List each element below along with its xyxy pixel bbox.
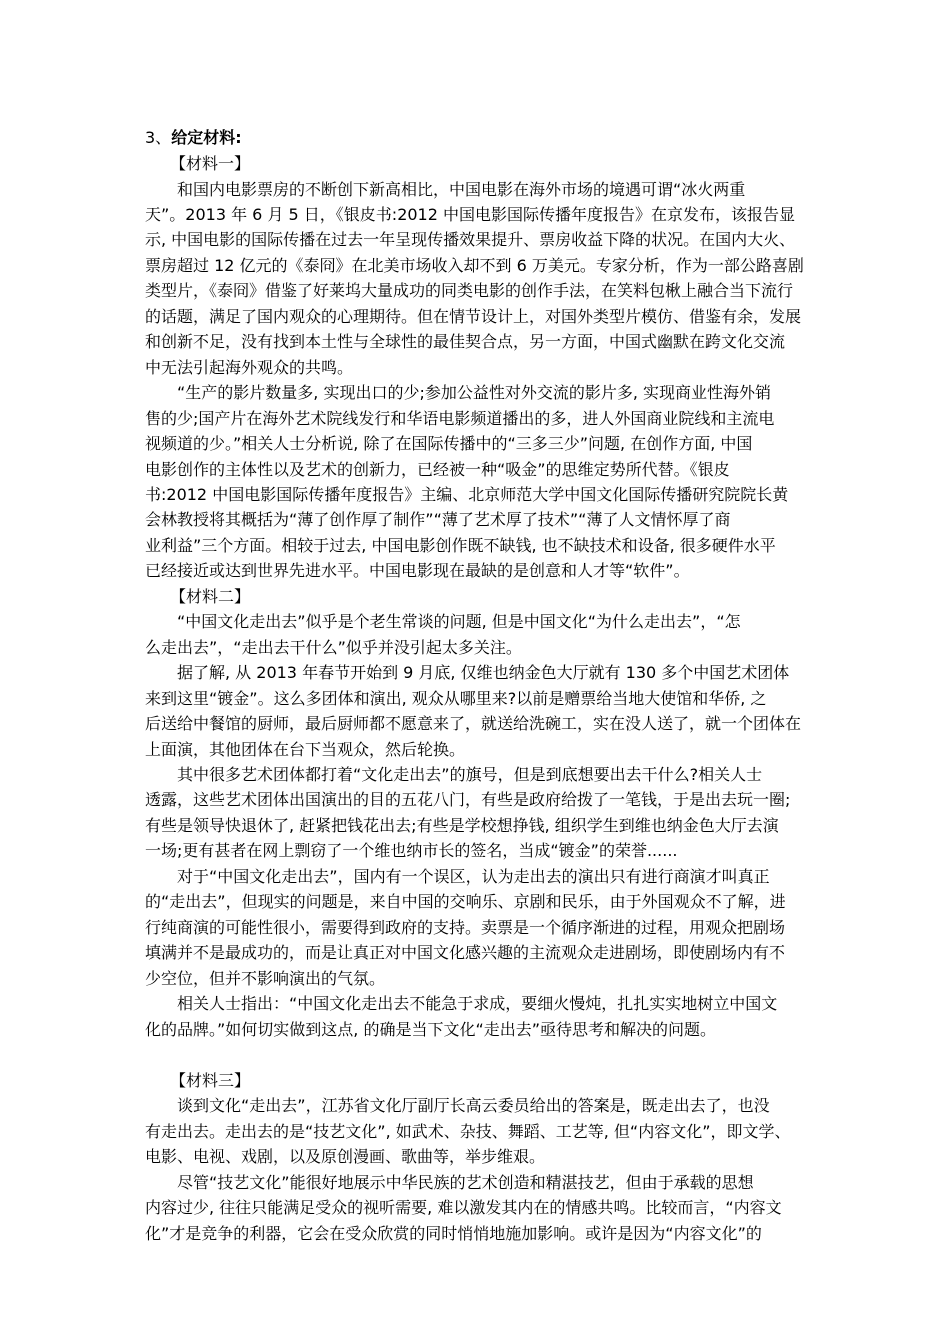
material-three-heading: 【材料三】 [170, 1071, 251, 1090]
paragraph-line: 谈到文化“走出去”，江苏省文化厅副厅长高云委员给出的答案是，既走出去了，也没 [177, 1096, 770, 1115]
paragraph-line: 中无法引起海外观众的共鸣。 [145, 358, 354, 377]
paragraph-line: 内容过少, 往往只能满足受众的视听需要, 难以激发其内在的情感共鸣。比较而言，“内容文 [145, 1198, 782, 1217]
paragraph-line: 其中很多艺术团体都打着“文化走出去”的旗号，但是到底想要出去干什么?相关人士 [177, 765, 763, 784]
paragraph-line: “生产的影片数量多, 实现出口的少;参加公益性对外交流的影片多, 实现商业性海外销 [177, 383, 772, 402]
paragraph-line: 化的品牌。”如何切实做到这点, 的确是当下文化“走出去”亟待思考和解决的问题。 [145, 1020, 717, 1039]
paragraph-line: 对于“中国文化走出去”，国内有一个误区，认为走出去的演出只有进行商演才叫真正 [177, 867, 770, 886]
paragraph-line: 示, 中国电影的国际传播在过去一年呈现传播效果提升、票房收益下降的状况。在国内大火、 [145, 230, 796, 249]
paragraph-line: 填满并不是最成功的，而是让真正对中国文化感兴趣的主流观众走进剧场，即使剧场内有不 [145, 943, 786, 962]
paragraph-line: 一场;更有甚者在网上剽窃了一个维也纳市长的签名，当成“镀金”的荣誉...... [145, 841, 678, 860]
paragraph-line: 电影、电视、戏剧，以及原创漫画、歌曲等，举步维艰。 [145, 1147, 546, 1166]
paragraph-line: 业利益”三个方面。相较于过去, 中国电影创作既不缺钱, 也不缺技术和设备, 很多硬件水平 [145, 536, 776, 555]
paragraph-line: 么走出去”，“走出去干什么”似乎并没引起太多关注。 [145, 638, 522, 657]
paragraph-line: 已经接近或达到世界先进水平。中国电影现在最缺的是创意和人才等“软件”。 [145, 561, 690, 580]
paragraph-line: 会林教授将其概括为“薄了创作厚了制作”“薄了艺术厚了技术”“薄了人文情怀厚了商 [145, 510, 731, 529]
paragraph-line: 透露，这些艺术团体出国演出的目的五花八门，有些是政府给拨了一笔钱，于是出去玩一圈; [145, 790, 791, 809]
paragraph-line: 行纯商演的可能性很小，需要得到政府的支持。卖票是一个循序渐进的过程，用观众把剧场 [145, 918, 786, 937]
paragraph-line: 票房超过 12 亿元的《泰冏》在北美市场收入却不到 6 万美元。专家分析，作为一部公路喜剧 [145, 256, 804, 275]
paragraph-line: 的“走出去”，但现实的问题是，来自中国的交响乐、京剧和民乐，由于外国观众不了解，进 [145, 892, 786, 911]
paragraph-line: 天”。2013 年 6 月 5 日，《银皮书:2012 中国电影国际传播年度报告》在京发布，该报告显 [145, 205, 795, 224]
section-number: 3、 [145, 128, 172, 147]
paragraph-line: 相关人士指出：“中国文化走出去不能急于求成，要细火慢炖，扎扎实实地树立中国文 [177, 994, 778, 1013]
paragraph-line: 的话题，满足了国内观众的心理期待。但在情节设计上，对国外类型片模仿、借鉴有余，发展 [145, 307, 802, 326]
paragraph-line: 后送给中餐馆的厨师，最后厨师都不愿意来了，就送给洗碗工，实在没人送了，就一个团体在 [145, 714, 802, 733]
paragraph-line: 有些是领导快退休了, 赶紧把钱花出去;有些是学校想挣钱, 组织学生到维也纳金色大厅去演 [145, 816, 779, 835]
paragraph-line: 和国内电影票房的不断创下新高相比，中国电影在海外市场的境遇可谓“冰火两重 [177, 180, 746, 199]
paragraph-line: 和创新不足，没有找到本土性与全球性的最佳契合点，另一方面，中国式幽默在跨文化交流 [145, 332, 786, 351]
paragraph-line: 电影创作的主体性以及艺术的创新力，已经被一种“吸金”的思维定势所代替。《银皮 [145, 460, 730, 479]
section-title-text: 给定材料: [171, 128, 242, 147]
paragraph-line: 尽管“技艺文化”能很好地展示中华民族的艺术创造和精湛技艺，但由于承载的思想 [177, 1173, 754, 1192]
paragraph-line: 售的少;国产片在海外艺术院线发行和华语电影频道播出的多，进人外国商业院线和主流电 [145, 409, 775, 428]
material-two-heading: 【材料二】 [170, 587, 251, 606]
section-title [145, 128, 242, 148]
paragraph-line: 书:2012 中国电影国际传播年度报告》主编、北京师范大学中国文化国际传播研究院院长黄 [145, 485, 789, 504]
paragraph-line: 来到这里“镀金”。这么多团体和演出, 观众从哪里来?以前是赠票给当地大使馆和华侨, 之 [145, 689, 767, 708]
paragraph-line: 少空位，但并不影响演出的气氛。 [145, 969, 386, 988]
paragraph-line: 类型片，《泰冏》借鉴了好莱坞大量成功的同类电影的创作手法，在笑料包楸上融合当下流行 [145, 281, 794, 300]
paragraph-line: 上面演，其他团体在台下当观众，然后轮换。 [145, 740, 466, 759]
paragraph-line: 有走出去。走出去的是“技艺文化”, 如武术、杂技、舞蹈、工艺等, 但“内容文化”，即文学、 [145, 1122, 791, 1141]
paragraph-line: 化”才是竞争的利器，它会在受众欣赏的同时悄悄地施加影响。或许是因为“内容文化”的 [145, 1224, 762, 1243]
paragraph-line: 视频道的少。”相关人士分析说, 除了在国际传播中的“三多三少”问题, 在创作方面, 中国 [145, 434, 753, 453]
paragraph-line: “中国文化走出去”似乎是个老生常谈的问题, 但是中国文化“为什么走出去”，“怎 [177, 612, 741, 631]
paragraph-line: 据了解, 从 2013 年春节开始到 9 月底, 仅维也纳金色大厅就有 130 多个中国艺术团体 [177, 663, 790, 682]
material-one-heading: 【材料一】 [170, 154, 251, 173]
